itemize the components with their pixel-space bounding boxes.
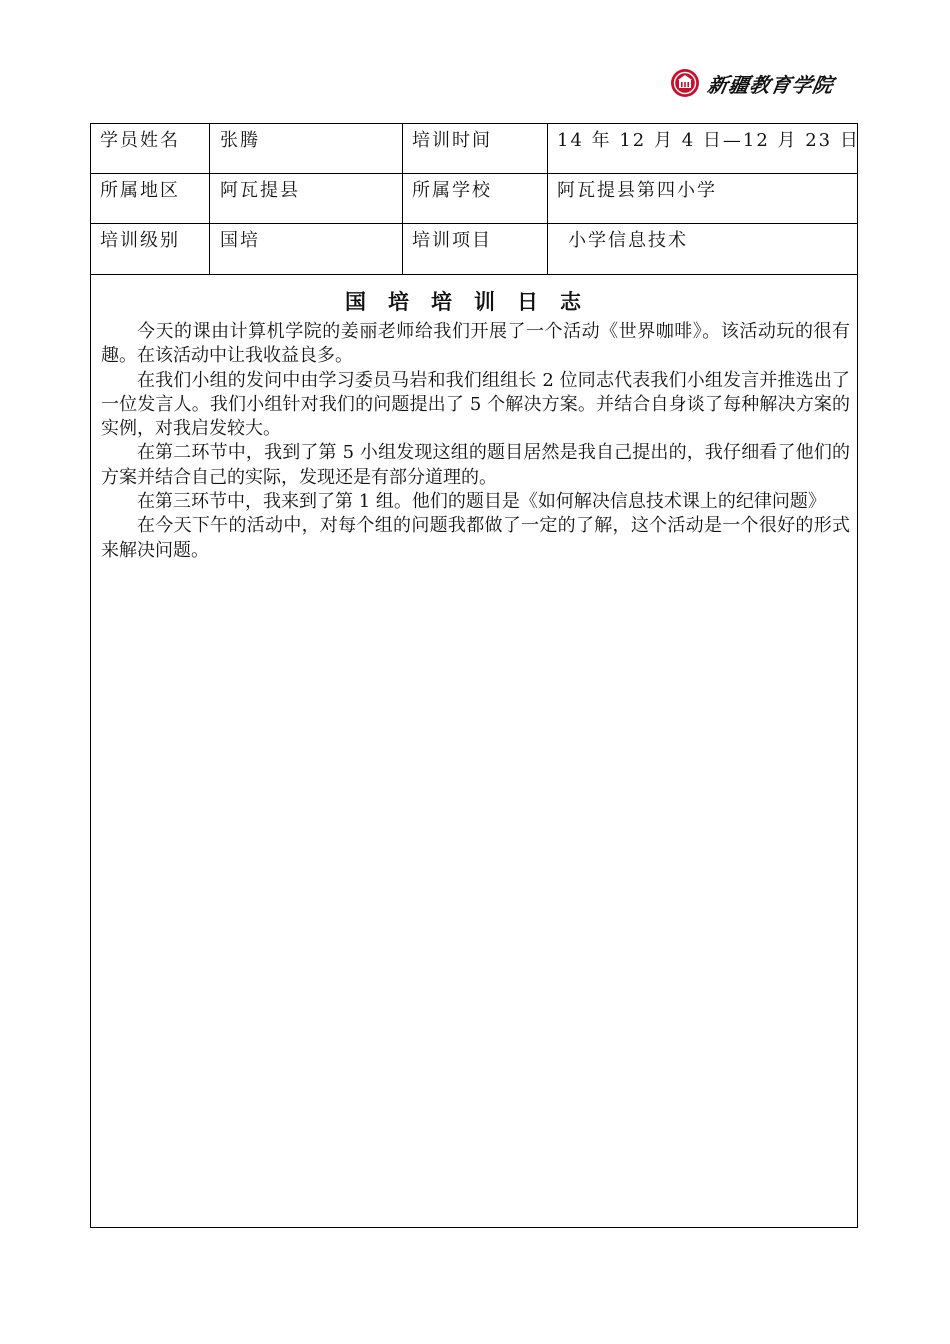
log-paragraph: 今天的课由计算机学院的姜丽老师给我们开展了一个活动《世界咖啡》。该活动玩的很有趣。在该活动中让我收益良多。 <box>101 321 850 367</box>
log-paragraph: 在第三环节中，我来到了第 1 组。他们的题目是《如何解决信息技术课上的纪律问题》 <box>137 491 826 513</box>
value-training-project: 小学信息技术 <box>568 230 688 251</box>
label-training-project: 培训项目 <box>403 224 548 274</box>
log-body <box>101 320 850 563</box>
label-region: 所属地区 <box>91 174 210 223</box>
value-region: 阿瓦提县 <box>210 174 403 223</box>
value-training-level: 国培 <box>210 224 403 274</box>
label-training-time: 培训时间 <box>403 124 548 173</box>
log-paragraph: 在第二环节中，我到了第 5 小组发现这组的题目居然是我自己提出的，我仔细看了他们的方案并结合自己的实际，发现还是有部分道理的。 <box>101 442 850 488</box>
info-row-region-school <box>91 174 857 224</box>
training-log-form <box>90 123 858 1228</box>
value-school: 阿瓦提县第四小学 <box>557 180 717 201</box>
log-title: 国培培训日志 <box>345 289 603 314</box>
college-emblem-icon <box>670 68 700 98</box>
institution-logo <box>670 66 875 100</box>
info-row-level-project <box>91 224 857 275</box>
label-training-level: 培训级别 <box>91 224 210 274</box>
info-row-name-time <box>91 124 860 174</box>
label-school: 所属学校 <box>403 174 548 223</box>
label-student-name: 学员姓名 <box>91 124 210 173</box>
institution-name: 新疆教育学院 <box>705 72 836 97</box>
value-student-name: 张腾 <box>210 124 403 173</box>
log-paragraph: 在我们小组的发问中由学习委员马岩和我们组组长 2 位同志代表我们小组发言并推选出了一位发言人。我们小组针对我们的问题提出了 5 个解决方案。并结合自身谈了每种解决方案的实例，对我启发较大。 <box>101 369 850 440</box>
log-paragraph: 在今天下午的活动中，对每个组的问题我都做了一定的了解，这个活动是一个很好的形式来解决问题。 <box>101 515 850 561</box>
value-training-time: 14 年 12 月 4 日—12 月 23 日 <box>557 130 860 151</box>
